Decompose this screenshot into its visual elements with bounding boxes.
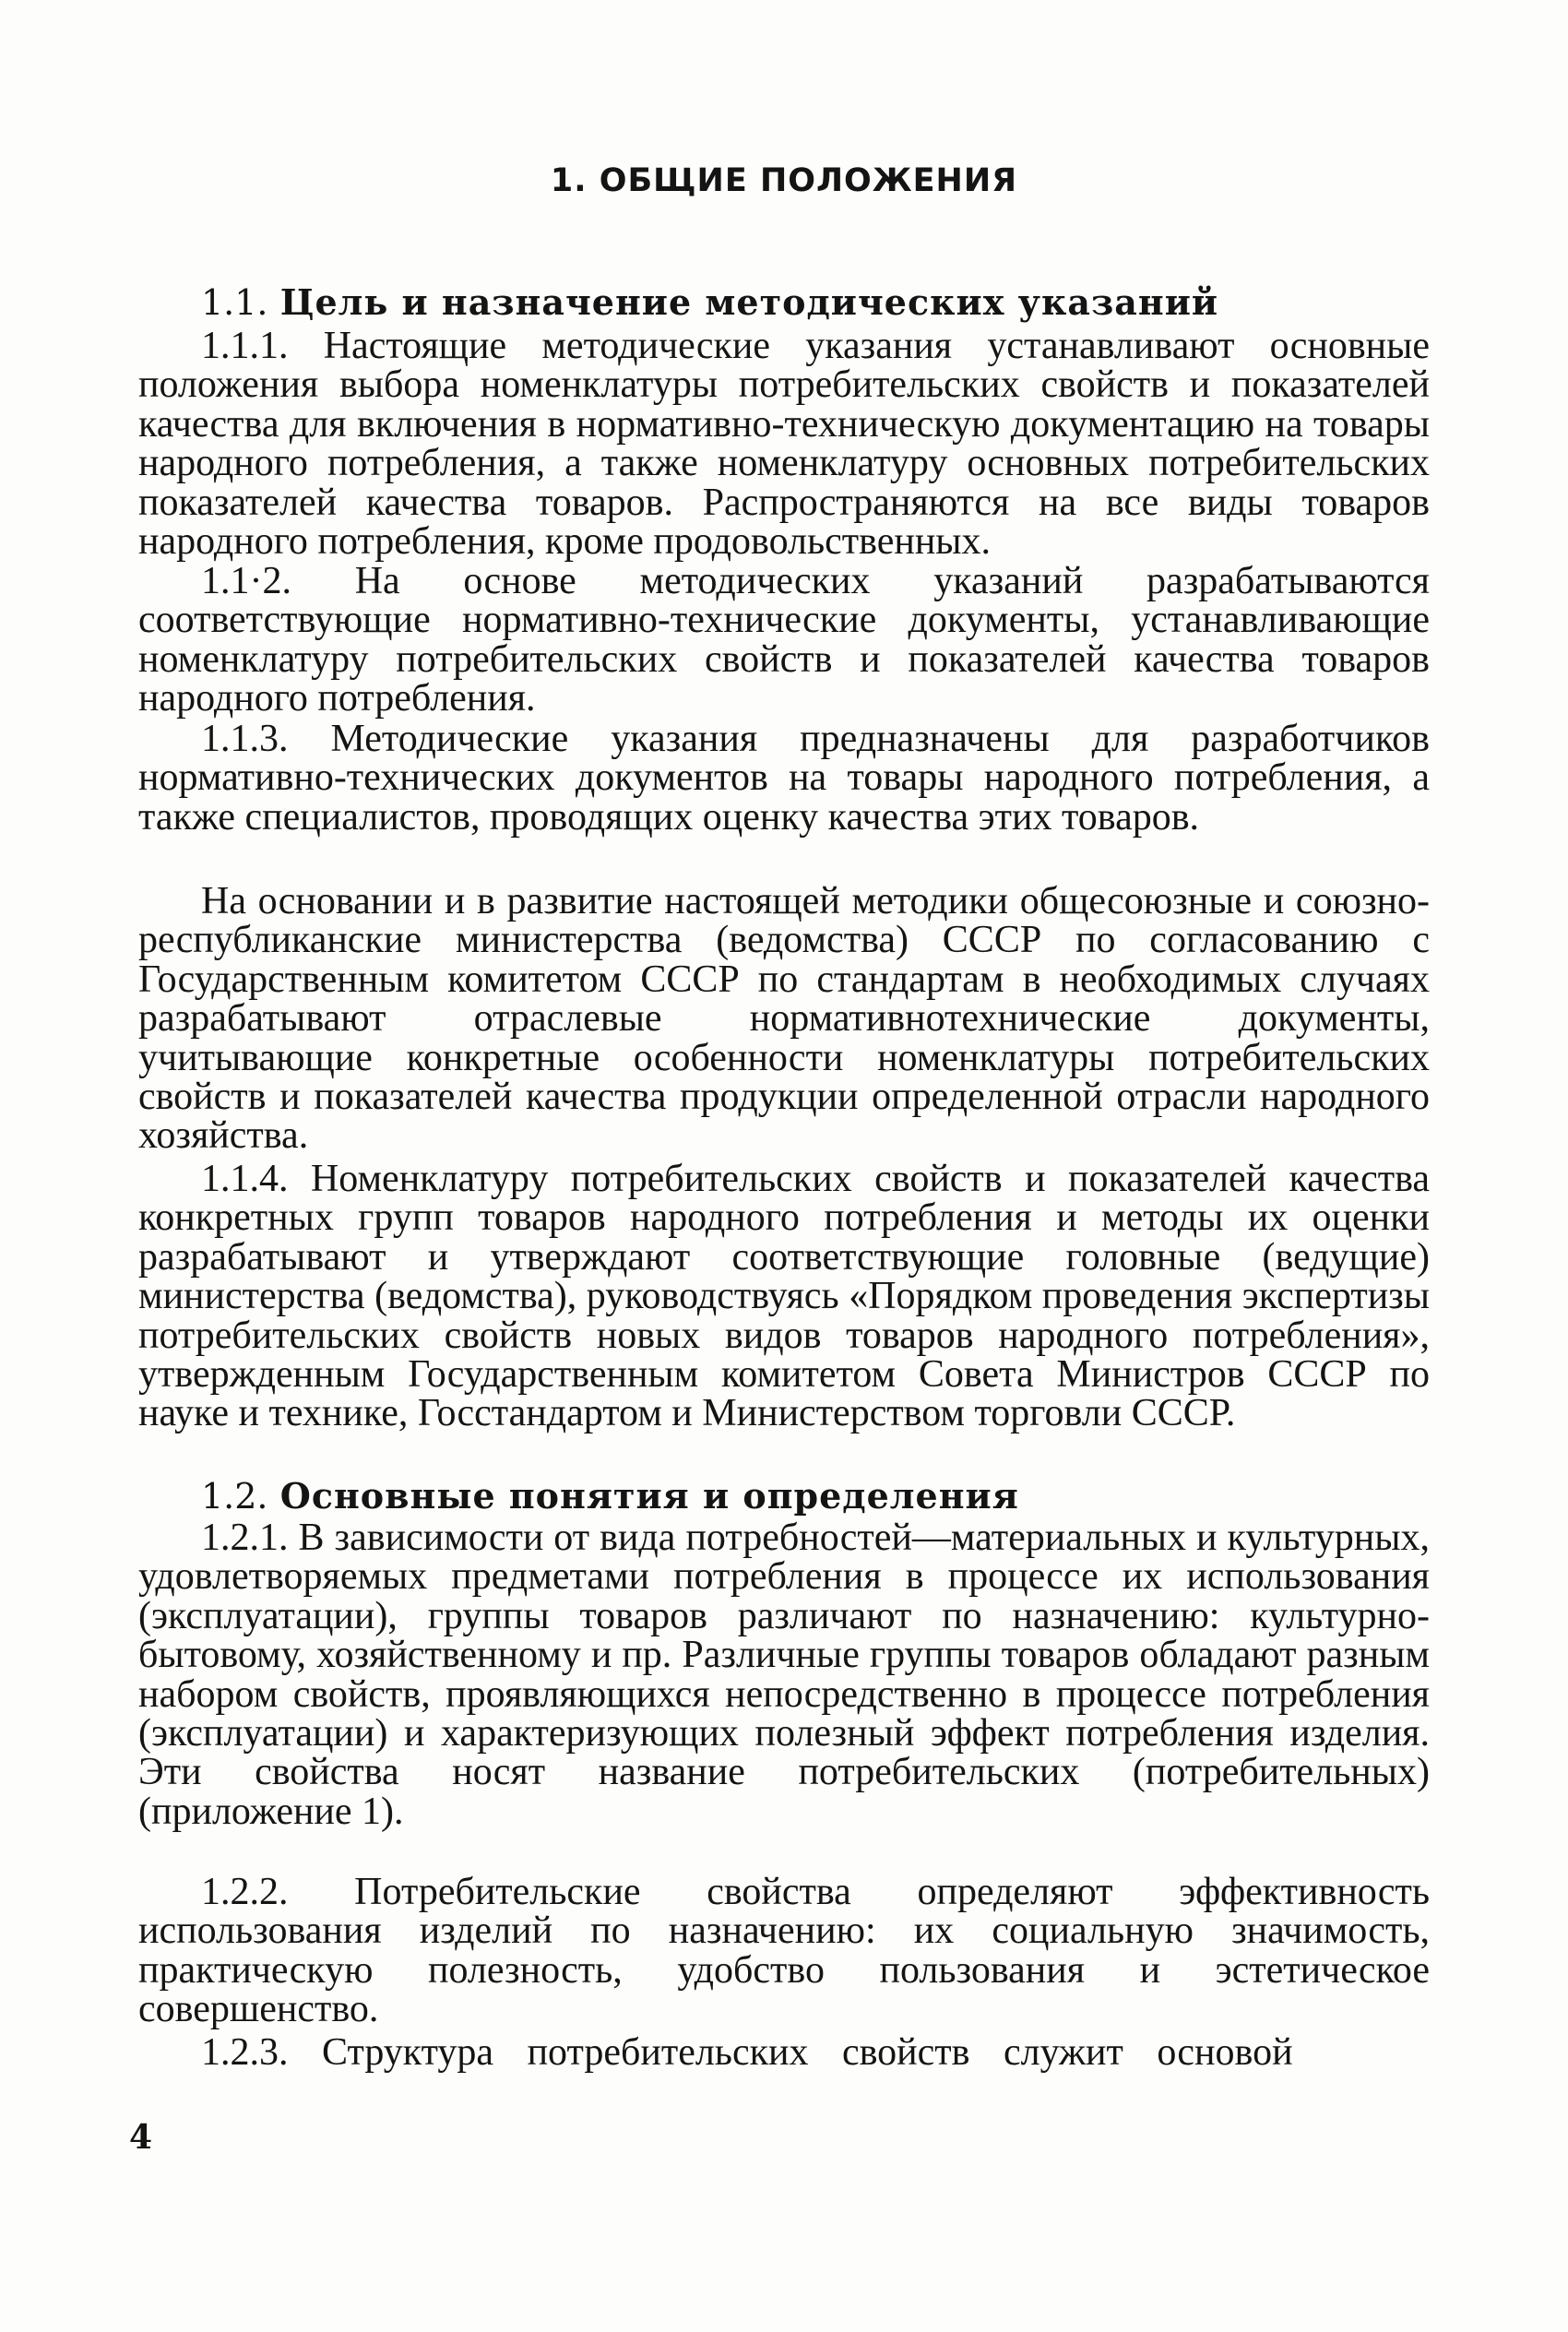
heading-1-1-number: 1.1. [201, 282, 268, 323]
section-title: 1. ОБЩИЕ ПОЛОЖЕНИЯ [550, 162, 1018, 199]
heading-1-1 [201, 282, 1428, 323]
paragraph-1-1-4: 1.1.4. Номенклатуру потребительских свойств и показателей качества конкретных групп товаров народного потребления и методы их оценки разрабатывают и утверждают соответствующие головные (ведущие) министерства (ведомства), руководствуясь «Порядком проведения экспертизы потребительских свойств новых видов товаров народного потребления», утвержденным Государственным комитетом Совета Министров СССР по науке и технике, Госстандартом и Министерством торговли СССР. [138, 1158, 1430, 1435]
heading-1-2-number: 1.2. [201, 1476, 268, 1517]
heading-1-2-text: Основные понятия и определения [279, 1475, 1019, 1517]
paragraph-1-2-2: 1.2.2. Потребительские свойства определяют эффективность использования изделий по назначению: их социальную значимость, практическую полезность, удобство пользования и эстетическое совершенство. [138, 1871, 1430, 2031]
paragraph-1-1-1: 1.1.1. Настоящие методические указания устанавливают основные положения выбора номенклатуры потребительских свойств и показателей качества для включения в нормативно-техническую документацию на товары народного потребления, а также номенклатуру основных потребительских показателей качества товаров. Распространяются на все виды товаров народного потребления, кроме продовольственных. [138, 325, 1430, 564]
paragraph-1-1-3-continuation: На основании и в развитие настоящей методики общесоюзные и союзно-республиканские министерства (ведомства) СССР по согласованию с Государственным комитетом СССР по стандартам в необходимых случаях разрабатывают отраслевые нормативнотехнические документы, учитывающие конкретные особенности номенклатуры потребительских свойств и показателей качества продукции определенной отрасли народного хозяйства. [138, 880, 1430, 1158]
heading-1-1-text: Цель и назначение методических указаний [279, 281, 1219, 323]
paragraph-1-2-3: 1.2.3. Структура потребительских свойств служит основой [201, 2031, 1293, 2074]
paragraph-1-1-2: 1.1·2. На основе методических указаний разрабатываются соответствующие нормативно-технические документы, устанавливающие номенклатуру потребительских свойств и показателей качества товаров народного потребления. [138, 560, 1430, 720]
paragraph-1-2-1: 1.2.1. В зависимости от вида потребностей—материальных и культурных, удовлетворяемых предметами потребления в процессе их использования (эксплуатации), группы товаров различают по назначению: культурно-бытовому, хозяйственному и пр. Различные группы товаров обладают разным набором свойств, проявляющихся непосредственно в процессе потребления (эксплуатации) и характеризующих полезный эффект потребления изделия. Эти свойства носят название потребительских (потребительных) (приложение 1). [138, 1517, 1430, 1833]
heading-1-2 [201, 1476, 1428, 1517]
page-number: 4 [129, 2118, 153, 2157]
paragraph-1-1-3: 1.1.3. Методические указания предназначены для разработчиков нормативно-технических документов на товары народного потребления, а также специалистов, проводящих оценку качества этих товаров. [138, 718, 1430, 839]
